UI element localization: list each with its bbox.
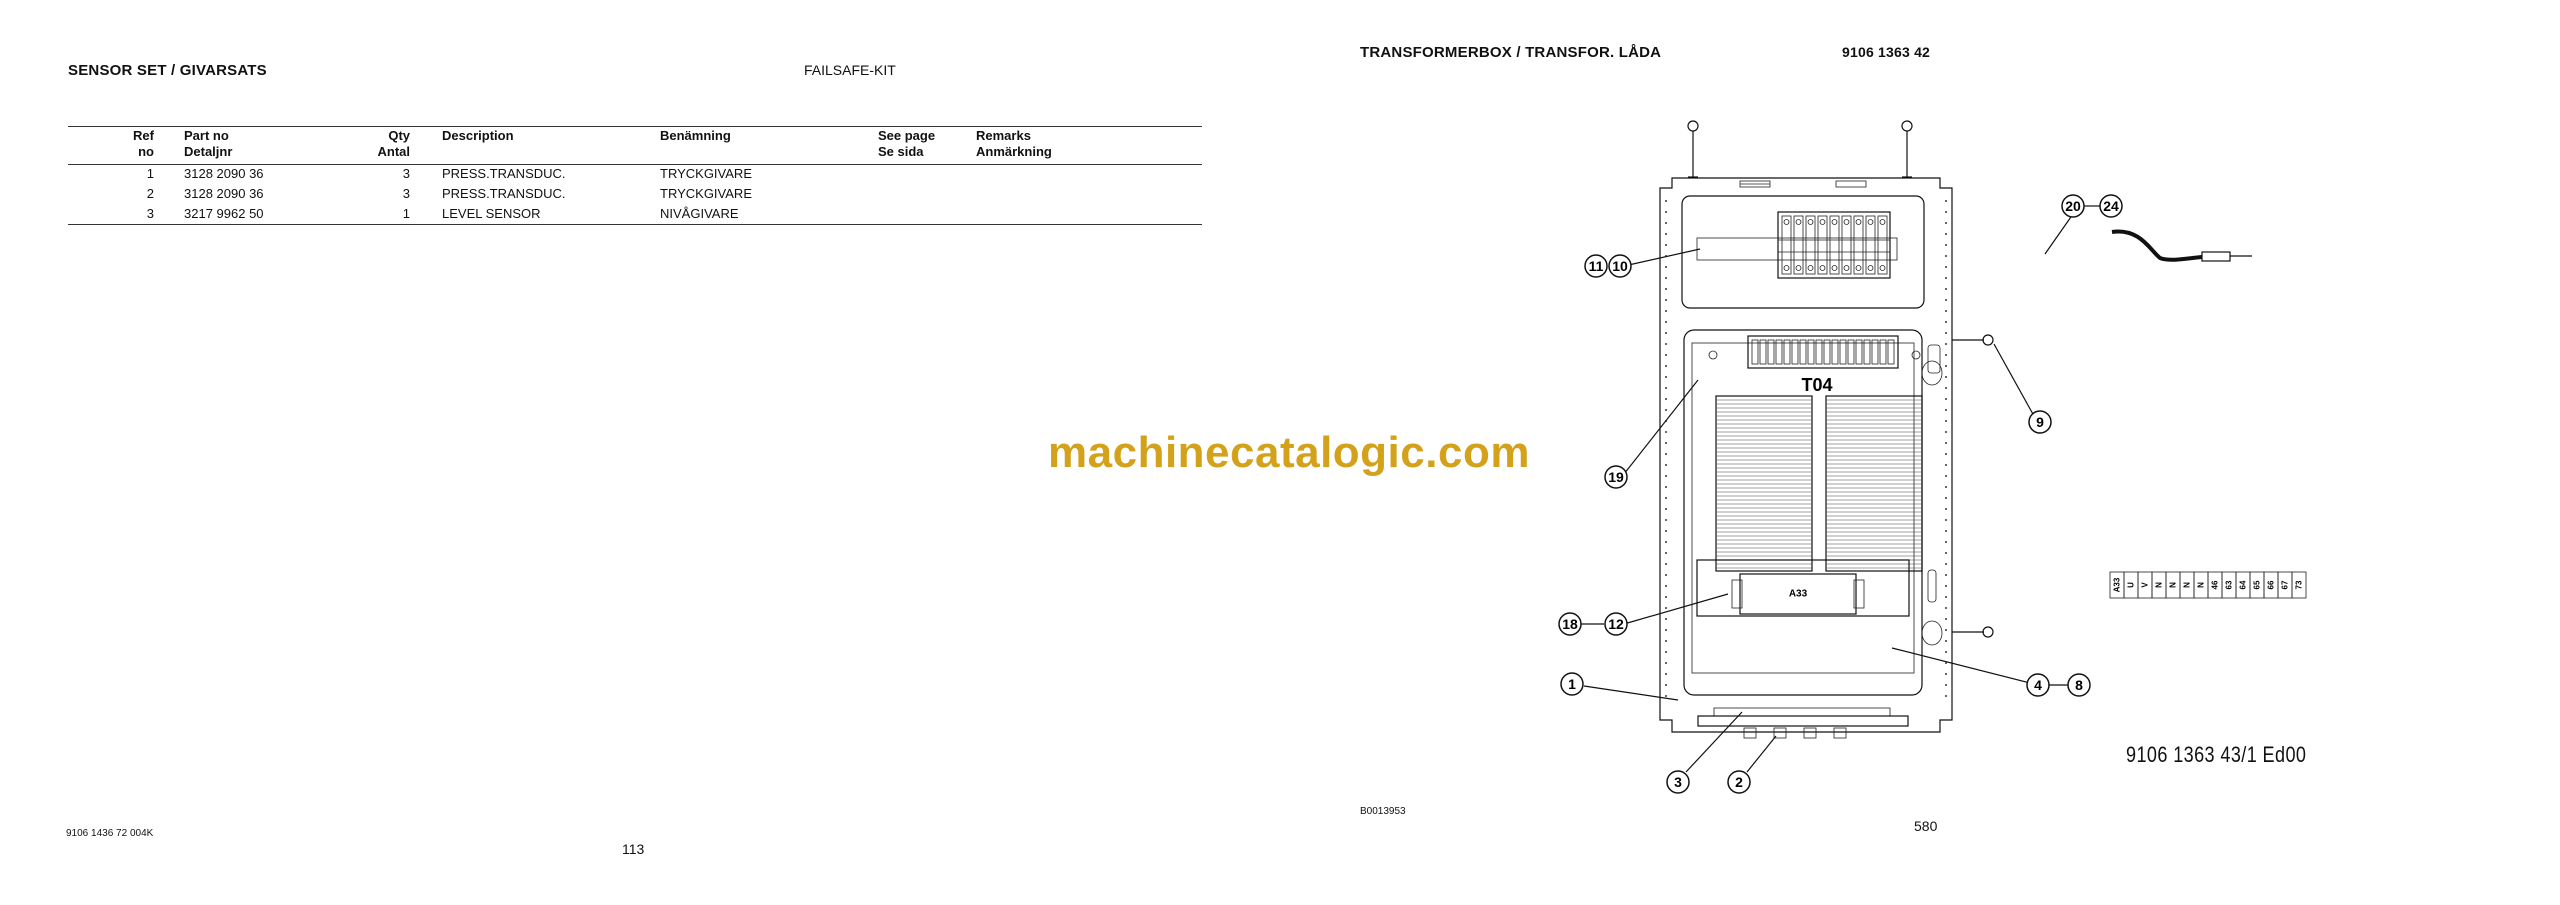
left-page-title: SENSOR SET / GIVARSATS [68,62,267,79]
svg-text:10: 10 [1612,258,1628,274]
svg-text:9: 9 [2036,414,2044,430]
terminal-strip-label: N [2154,582,2164,588]
table-row: 2 3128 2090 36 3 PRESS.TRANSDUC. TRYCKGIVARE [146,186,752,201]
callout-19 [1605,466,1627,488]
table-row: 1 3128 2090 36 3 PRESS.TRANSDUC. TRYCKGIVARE [146,166,752,181]
transformer-terminal-block [1709,336,1920,368]
transformer-coils [1716,396,1922,571]
callout-12 [1605,613,1627,635]
drawing-reference: 9106 1363 43/1 Ed00 [2126,742,2307,767]
table-header-row [68,128,1176,160]
terminal-strip-label: 64 [2238,580,2248,590]
svg-text:20: 20 [2065,198,2081,214]
terminal-strip-label: V [2140,582,2150,588]
figure-code: B0013953 [1360,806,1406,817]
header-benamning: Benämning [660,128,731,143]
cable-gland-lower [1922,570,1993,645]
svg-text:19: 19 [1608,469,1624,485]
header-qty: Qty Antal [377,128,410,159]
terminal-strip-label: 46 [2210,580,2220,590]
svg-text:2: 2 [1735,774,1743,790]
parts-table [68,128,1176,224]
svg-text:11: 11 [1588,258,1604,274]
header-part-no: Part no Detaljnr [184,128,233,159]
cable-gland-upper [1922,335,1993,385]
watermark: machinecatalogic.com [1048,428,1530,477]
callout-24 [2100,195,2122,217]
svg-text:4: 4 [2034,677,2042,693]
terminal-strip-label: 73 [2294,580,2304,590]
left-page-number: 113 [622,841,645,857]
kit-label: FAILSAFE-KIT [804,62,896,78]
right-page-number: 580 [1914,818,1938,834]
callout-11 [1585,255,1607,277]
header-see-page: See page Se sida [878,128,936,159]
terminal-strip-label: N [2168,582,2178,588]
table-bottom-rule [68,224,1202,225]
svg-text:3: 3 [1674,774,1682,790]
terminal-strip-label: 66 [2266,580,2276,590]
terminal-strip-label: 65 [2252,580,2262,590]
terminal-strip-label: N [2182,582,2192,588]
terminal-strip-label: A33 [2112,577,2122,593]
terminal-strip-label: 63 [2224,580,2234,590]
callout-20 [2062,195,2084,217]
header-remarks: Remarks Anmärkning [976,128,1052,159]
lifting-eye-right [1902,121,1912,177]
callout-1 [1561,673,1583,695]
svg-text:12: 12 [1608,616,1624,632]
header-ref: Ref no [133,128,154,159]
header-description: Description [442,128,514,143]
callout-4 [2027,674,2049,696]
transformer-box-diagram [1500,100,2360,800]
callout-8 [2068,674,2090,696]
terminal-strip-label: N [2196,582,2206,588]
svg-text:24: 24 [2103,198,2119,214]
svg-text:8: 8 [2075,677,2083,693]
lifting-eye-left [1688,121,1698,177]
svg-text:18: 18 [1562,616,1578,632]
leader-lines [1581,206,2100,772]
table-top-rule [68,126,1202,127]
left-doc-code: 9106 1436 72 004K [66,828,154,839]
module-label: A33 [1788,588,1808,600]
callout-9 [2029,411,2051,433]
callout-10 [1609,255,1631,277]
callout-3 [1667,771,1689,793]
a33-terminal-strip [2110,572,2306,598]
sensor-cable [2112,232,2252,261]
bottom-gland-plate [1698,708,1908,738]
terminal-strip-label: 67 [2280,580,2290,590]
fuse-terminal-block [1778,212,1890,278]
transformer-label: T04 [1801,375,1833,395]
callout-18 [1559,613,1581,635]
callout-2 [1728,771,1750,793]
terminal-strip-label: U [2126,582,2136,588]
right-page-title: TRANSFORMERBOX / TRANSFOR. LÅDA [1360,44,1662,61]
table-row: 3 3217 9962 50 1 LEVEL SENSOR NIVÅGIVARE [146,206,739,221]
svg-text:1: 1 [1568,676,1576,692]
right-part-number: 9106 1363 42 [1842,44,1931,60]
